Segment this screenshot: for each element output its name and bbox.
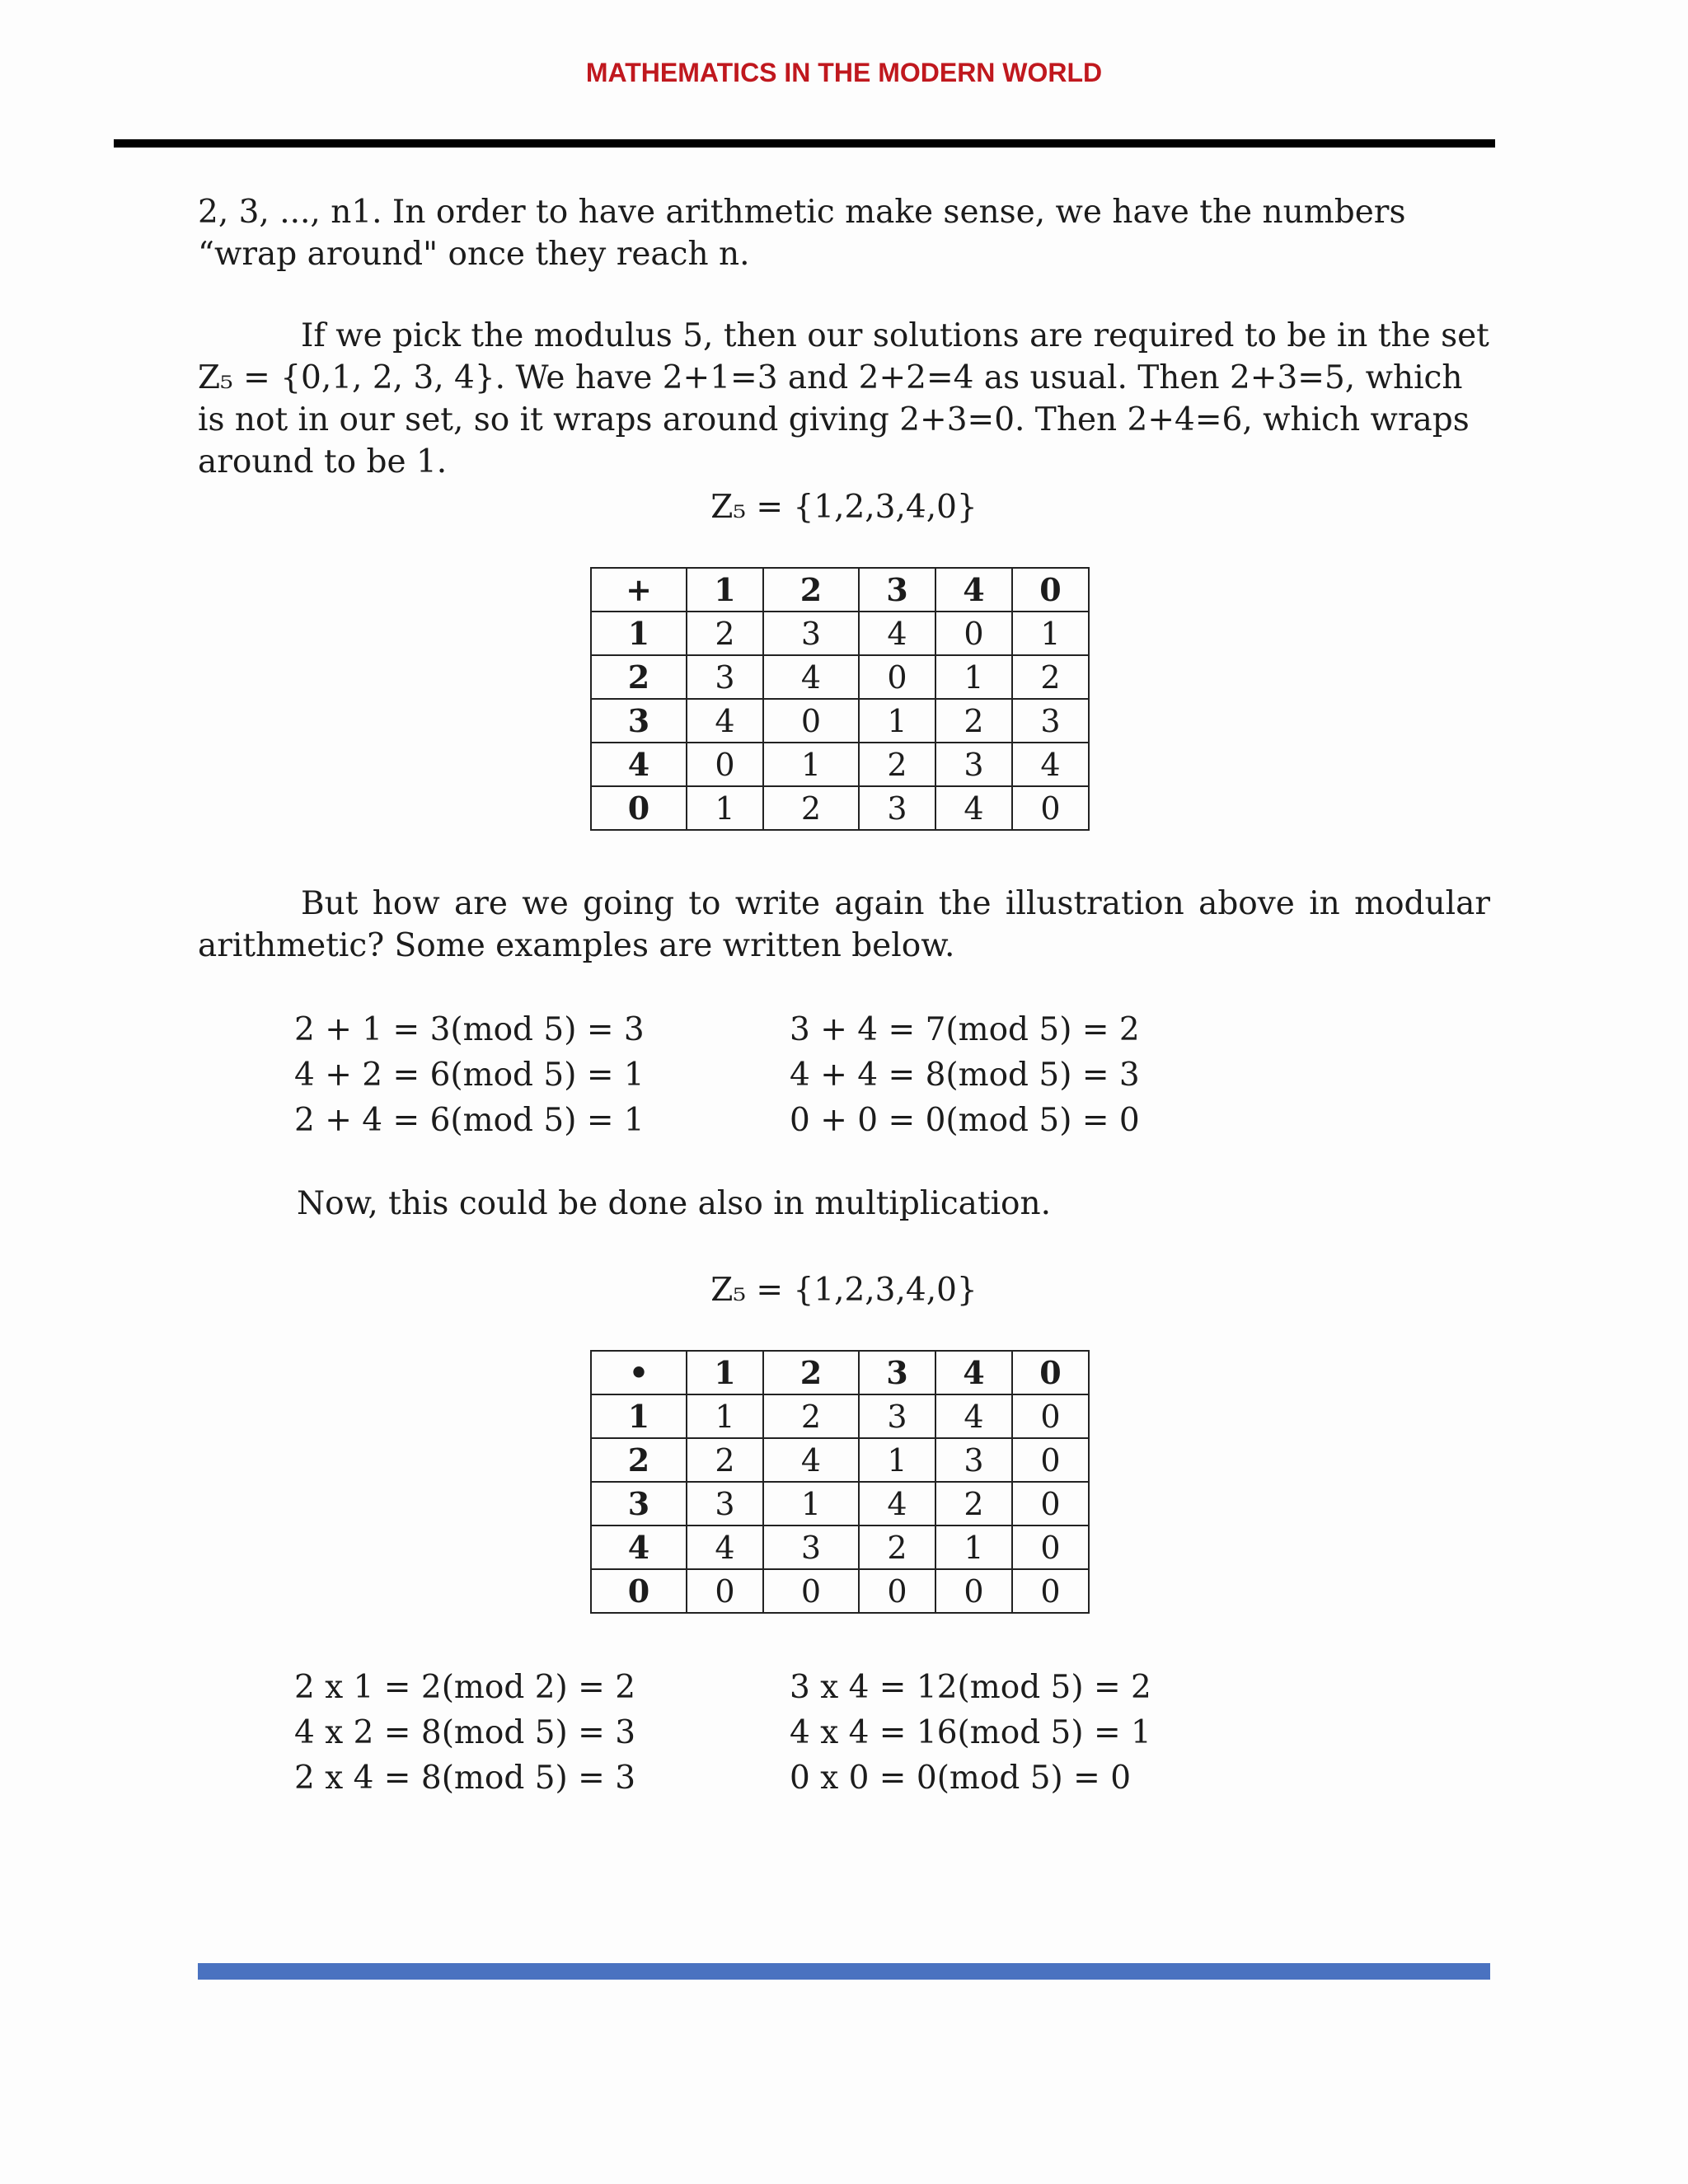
table-header-cell: 2 — [591, 1438, 687, 1482]
table-header-cell: 2 — [763, 1351, 859, 1394]
table-header-cell: 0 — [591, 1569, 687, 1613]
table-cell: 2 — [935, 1482, 1012, 1526]
page-header-title: MATHEMATICS IN THE MODERN WORLD — [585, 58, 1103, 87]
paragraph-modulus-five: If we pick the modulus 5, then our solutions are required to be in the set Z₅ = {0,1, 2, 3, 4}. We have 2+1=3 and 2+2=4 as usual. Then 2+3=5, which is not in our set, so it wraps around giving 2+3=0. Then 2+4=6, which wraps around to be 1. — [198, 317, 1489, 480]
example-line: 2 x 4 = 8(mod 5) = 3 — [294, 1760, 636, 1797]
example-line: 4 x 2 = 8(mod 5) = 3 — [294, 1714, 636, 1751]
table-cell: 4 — [687, 1526, 763, 1569]
footer-divider — [198, 1963, 1490, 1980]
table-header-cell: 4 — [591, 1526, 687, 1569]
example-line: 4 + 2 = 6(mod 5) = 1 — [294, 1057, 645, 1094]
table-cell: 0 — [687, 1569, 763, 1613]
table-cell: 2 — [935, 699, 1012, 743]
table-header-cell: 0 — [1012, 1351, 1089, 1394]
table-cell: 1 — [1012, 612, 1089, 655]
table-header-cell: 3 — [591, 1482, 687, 1526]
table-cell: 0 — [1012, 1438, 1089, 1482]
table-row — [591, 1394, 1089, 1438]
table-row — [591, 1569, 1089, 1613]
table-header-cell: 4 — [935, 1351, 1012, 1394]
table-cell: 4 — [687, 699, 763, 743]
example-line: 3 + 4 = 7(mod 5) = 2 — [790, 1011, 1140, 1048]
table-cell: 4 — [859, 1482, 935, 1526]
table-row — [591, 699, 1089, 743]
table-row — [591, 786, 1089, 830]
table-cell: 3 — [859, 786, 935, 830]
table-cell: 2 — [859, 743, 935, 786]
table-cell: 4 — [859, 612, 935, 655]
table-cell: 2 — [763, 1394, 859, 1438]
table-cell: 3 — [687, 655, 763, 699]
table-cell: 0 — [1012, 786, 1089, 830]
table-header-cell: + — [591, 568, 687, 612]
table-cell: 1 — [687, 786, 763, 830]
table-cell: 4 — [763, 655, 859, 699]
table-header-cell: 3 — [591, 699, 687, 743]
table-row — [591, 743, 1089, 786]
table-cell: 0 — [1012, 1526, 1089, 1569]
multiplication-examples-left — [294, 1665, 635, 1801]
table-cell: 2 — [859, 1526, 935, 1569]
table-row — [591, 1438, 1089, 1482]
multiplication-table — [590, 1350, 1090, 1614]
example-line: 2 + 4 = 6(mod 5) = 1 — [294, 1102, 645, 1139]
table-cell: 2 — [1012, 655, 1089, 699]
table-cell: 0 — [763, 699, 859, 743]
table-cell: 4 — [1012, 743, 1089, 786]
paragraph-wrap-around: 2, 3, ..., n1. In order to have arithmetic make sense, we have the numbers “wrap around" once they reach n. — [198, 194, 1406, 273]
addition-examples-right — [790, 1007, 1140, 1143]
table-row — [591, 655, 1089, 699]
paragraph-modular-question: But how are we going to write again the illustration above in modular arithmetic? Some examples are written below. — [198, 885, 1490, 964]
table-cell: 3 — [763, 1526, 859, 1569]
table-cell: 0 — [763, 1569, 859, 1613]
table-cell: 0 — [859, 655, 935, 699]
example-line: 0 + 0 = 0(mod 5) = 0 — [790, 1102, 1140, 1139]
table-cell: 0 — [1012, 1394, 1089, 1438]
table-header-cell: • — [591, 1351, 687, 1394]
table-header-cell: 1 — [687, 1351, 763, 1394]
set-label-addition: Z₅ = {1,2,3,4,0} — [710, 489, 978, 526]
table-cell: 2 — [687, 612, 763, 655]
table-cell: 1 — [687, 1394, 763, 1438]
set-label-multiplication: Z₅ = {1,2,3,4,0} — [710, 1272, 978, 1309]
table-header-cell: 3 — [859, 568, 935, 612]
example-line: 2 x 1 = 2(mod 2) = 2 — [294, 1669, 636, 1706]
example-line: 2 + 1 = 3(mod 5) = 3 — [294, 1011, 645, 1048]
table-header-cell: 0 — [1012, 568, 1089, 612]
table-header-cell: 4 — [935, 568, 1012, 612]
table-cell: 1 — [859, 699, 935, 743]
table-cell: 0 — [935, 1569, 1012, 1613]
table-cell: 4 — [935, 1394, 1012, 1438]
example-line: 0 x 0 = 0(mod 5) = 0 — [790, 1760, 1132, 1797]
table-cell: 1 — [763, 743, 859, 786]
table-cell: 0 — [1012, 1482, 1089, 1526]
table-row — [591, 612, 1089, 655]
table-cell: 3 — [763, 612, 859, 655]
addition-examples-left — [294, 1007, 645, 1143]
table-row — [591, 1526, 1089, 1569]
table-header-cell: 4 — [591, 743, 687, 786]
table-cell: 3 — [859, 1394, 935, 1438]
table-cell: 2 — [763, 786, 859, 830]
multiplication-examples-right — [790, 1665, 1151, 1801]
table-header-row — [591, 568, 1089, 612]
table-cell: 0 — [1012, 1569, 1089, 1613]
table-cell: 3 — [935, 1438, 1012, 1482]
table-header-row — [591, 1351, 1089, 1394]
table-header-cell: 1 — [591, 1394, 687, 1438]
table-cell: 0 — [687, 743, 763, 786]
table-cell: 0 — [935, 612, 1012, 655]
table-cell: 1 — [935, 1526, 1012, 1569]
table-header-cell: 1 — [591, 612, 687, 655]
example-line: 3 x 4 = 12(mod 5) = 2 — [790, 1669, 1151, 1706]
table-cell: 3 — [1012, 699, 1089, 743]
table-cell: 3 — [935, 743, 1012, 786]
table-header-cell: 2 — [591, 655, 687, 699]
addition-table — [590, 567, 1090, 831]
table-cell: 1 — [859, 1438, 935, 1482]
table-cell: 3 — [687, 1482, 763, 1526]
example-line: 4 + 4 = 8(mod 5) = 3 — [790, 1057, 1140, 1094]
table-cell: 4 — [935, 786, 1012, 830]
table-header-cell: 0 — [591, 786, 687, 830]
table-header-cell: 3 — [859, 1351, 935, 1394]
example-line: 4 x 4 = 16(mod 5) = 1 — [790, 1714, 1151, 1751]
table-header-cell: 2 — [763, 568, 859, 612]
table-header-cell: 1 — [687, 568, 763, 612]
table-cell: 1 — [763, 1482, 859, 1526]
paragraph-multiplication-intro: Now, this could be done also in multiplication. — [297, 1185, 1052, 1222]
table-row — [591, 1482, 1089, 1526]
table-cell: 4 — [763, 1438, 859, 1482]
table-cell: 2 — [687, 1438, 763, 1482]
table-cell: 1 — [935, 655, 1012, 699]
table-cell: 0 — [859, 1569, 935, 1613]
header-divider — [114, 139, 1495, 148]
